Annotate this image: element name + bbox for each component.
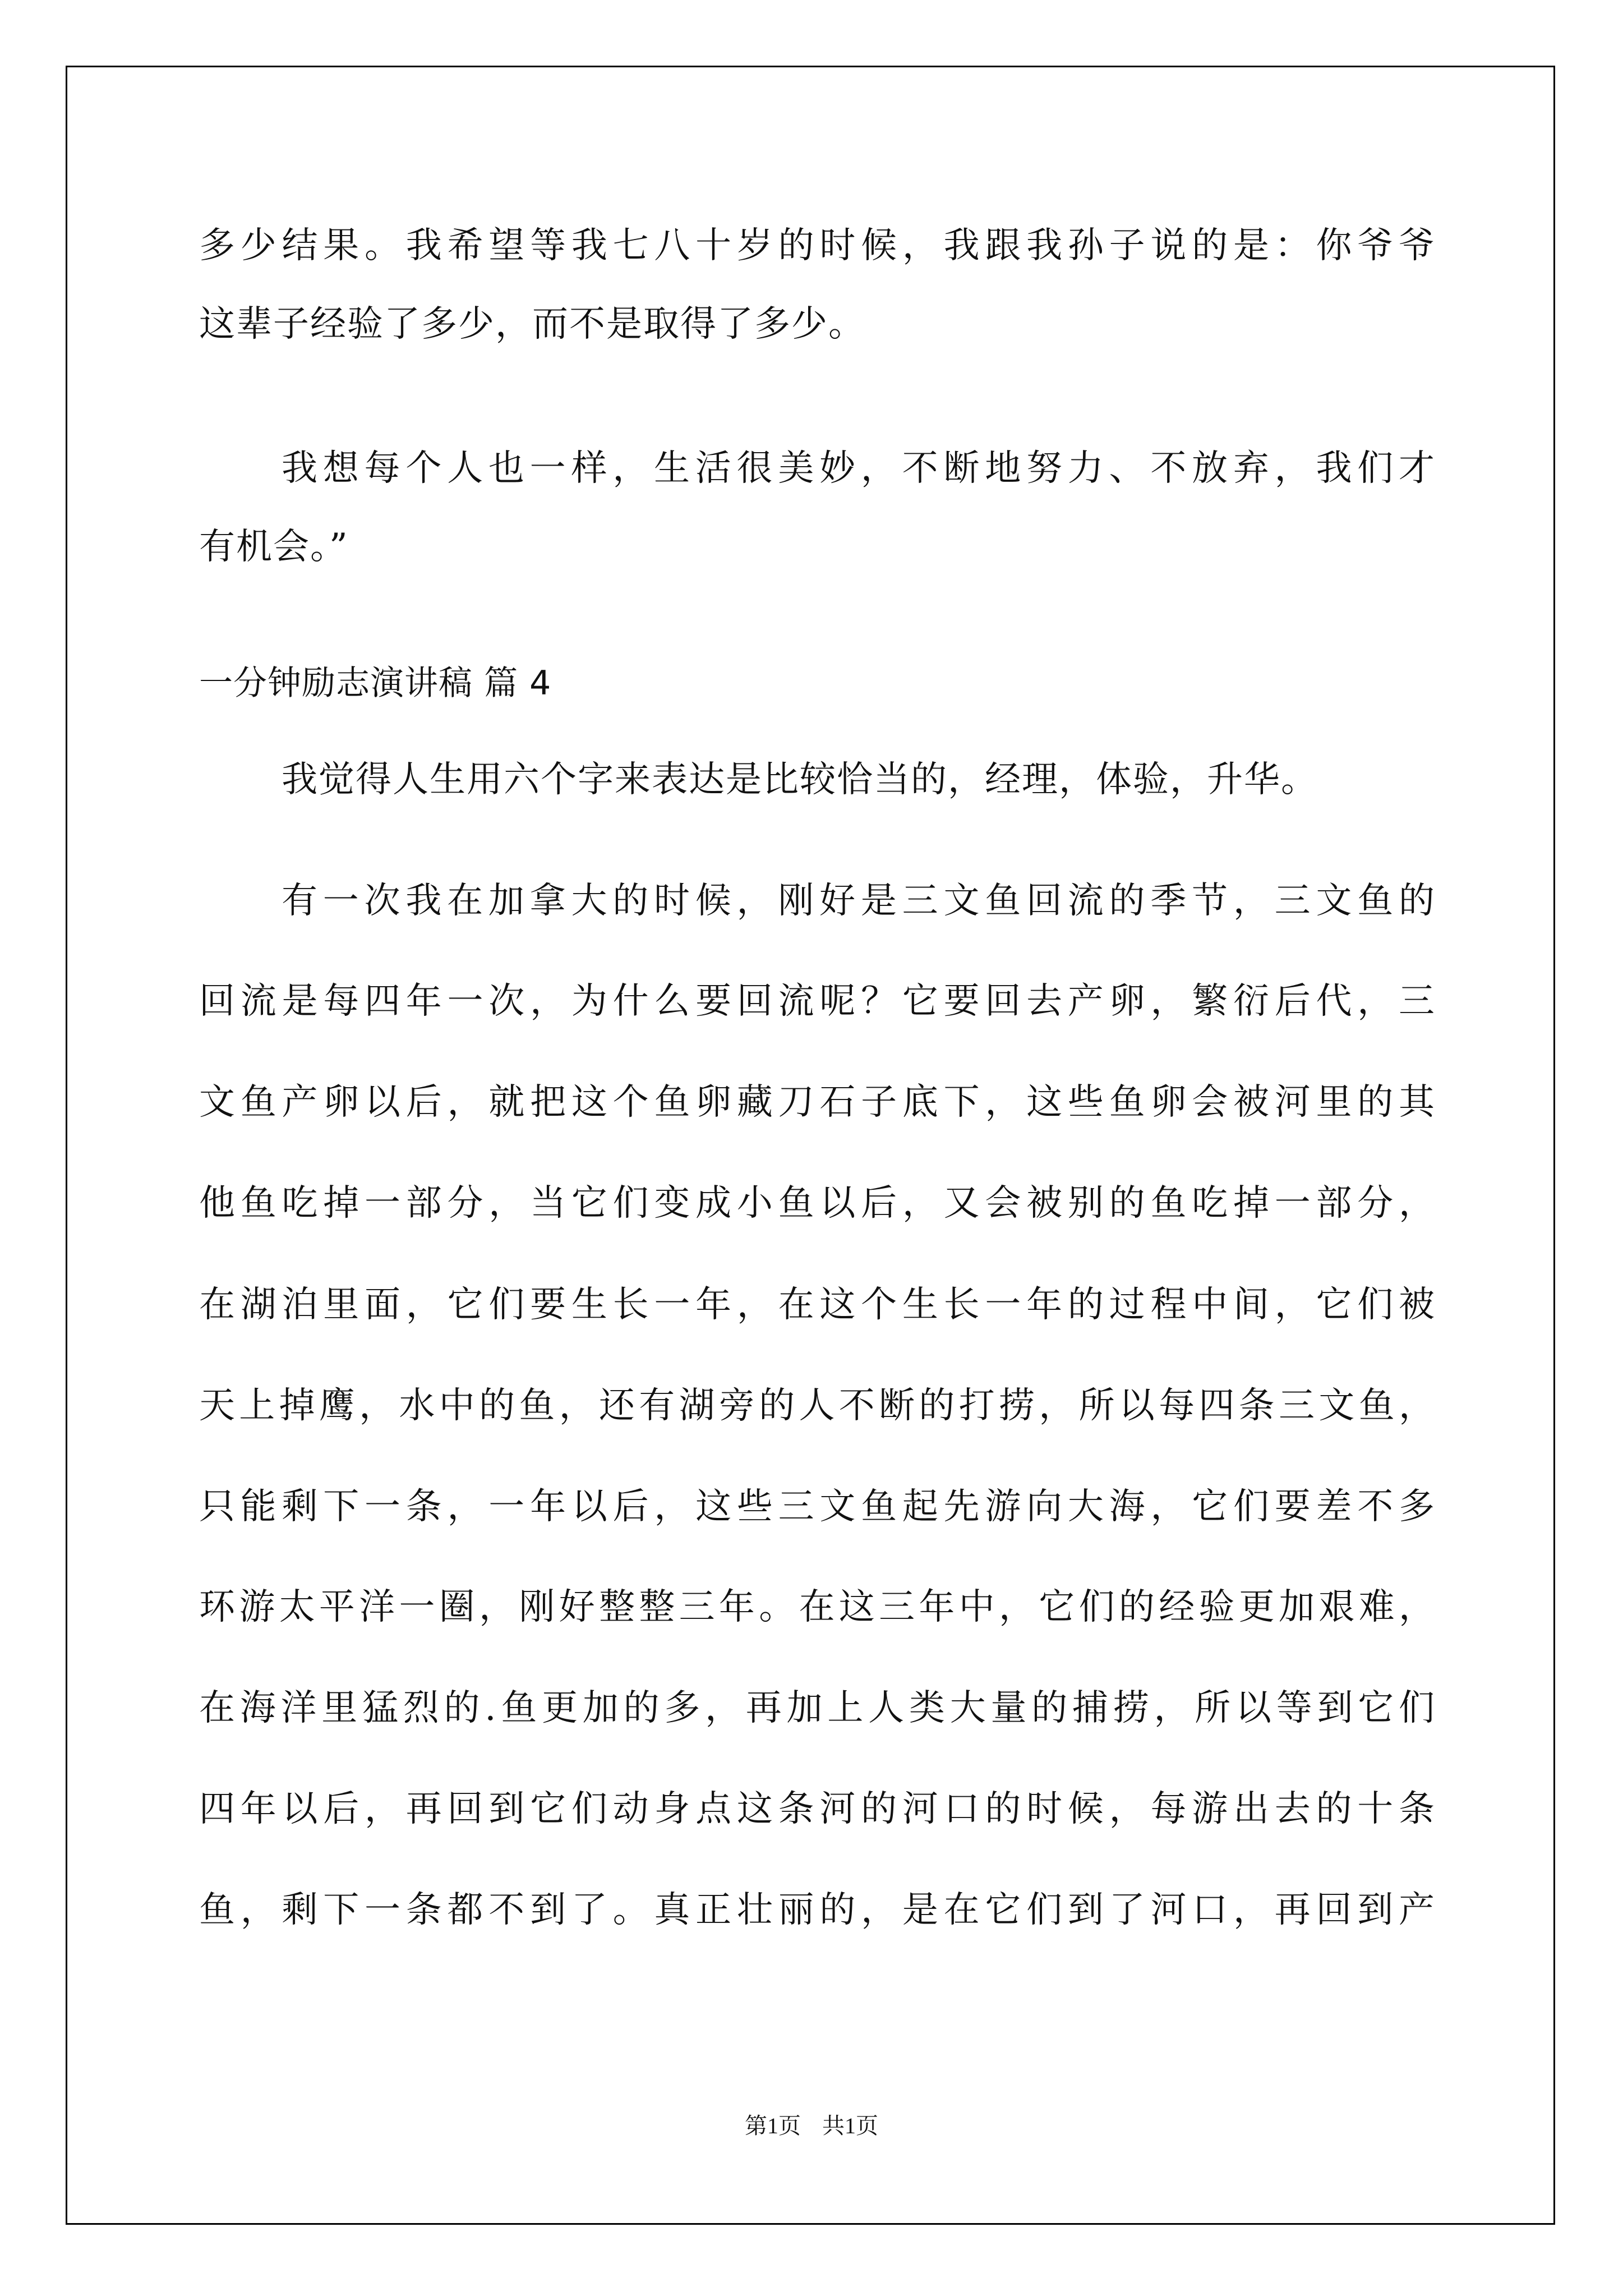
page-number-total: 共1页: [822, 2113, 878, 2138]
body-line-4: 有机会。”: [199, 526, 349, 568]
body-line-8: 文鱼产卵以后，就把这个鱼卵藏刀石子底下，这些鱼卵会被河里的其: [199, 1082, 1436, 1123]
body-line-10: 在湖泊里面，它们要生长一年，在这个生长一年的过程中间，它们被: [199, 1284, 1436, 1326]
body-line-16: 鱼，剩下一条都不到了。真正壮丽的，是在它们到了河口，再回到产: [199, 1889, 1436, 1931]
body-line-12: 只能剩下一条，一年以后，这些三文鱼起先游向大海，它们要差不多: [199, 1486, 1436, 1527]
section-heading: 一分钟励志演讲稿 篇 4: [199, 664, 552, 703]
body-line-5: 我觉得人生用六个字来表达是比较恰当的，经理，体验，升华。: [282, 759, 1318, 800]
body-line-2: 这辈子经验了多少，而不是取得了多少。: [199, 303, 865, 345]
page-number-current: 第1页: [745, 2113, 801, 2138]
body-line-3: 我想每个人也一样，生活很美妙，不断地努力、不放弃，我们才: [282, 448, 1436, 489]
body-line-9: 他鱼吃掉一部分，当它们变成小鱼以后，又会被别的鱼吃掉一部分，: [199, 1182, 1436, 1224]
body-line-15: 四年以后，再回到它们动身点这条河的河口的时候，每游出去的十条: [199, 1788, 1436, 1830]
body-line-7: 回流是每四年一次，为什么要回流呢？它要回去产卵，繁衍后代，三: [199, 981, 1436, 1022]
body-line-1: 多少结果。我希望等我七八十岁的时候，我跟我孙子说的是：你爷爷: [199, 225, 1436, 266]
body-line-14: 在海洋里猛烈的.鱼更加的多，再加上人类大量的捕捞，所以等到它们: [199, 1687, 1436, 1729]
body-line-6: 有一次我在加拿大的时候，刚好是三文鱼回流的季节，三文鱼的: [282, 880, 1436, 922]
page-footer: [0, 2112, 1623, 2140]
body-line-11: 天上掉鹰，水中的鱼，还有湖旁的人不断的打捞，所以每四条三文鱼，: [199, 1385, 1436, 1427]
body-line-13: 环游太平洋一圈，刚好整整三年。在这三年中，它们的经验更加艰难，: [199, 1586, 1436, 1628]
